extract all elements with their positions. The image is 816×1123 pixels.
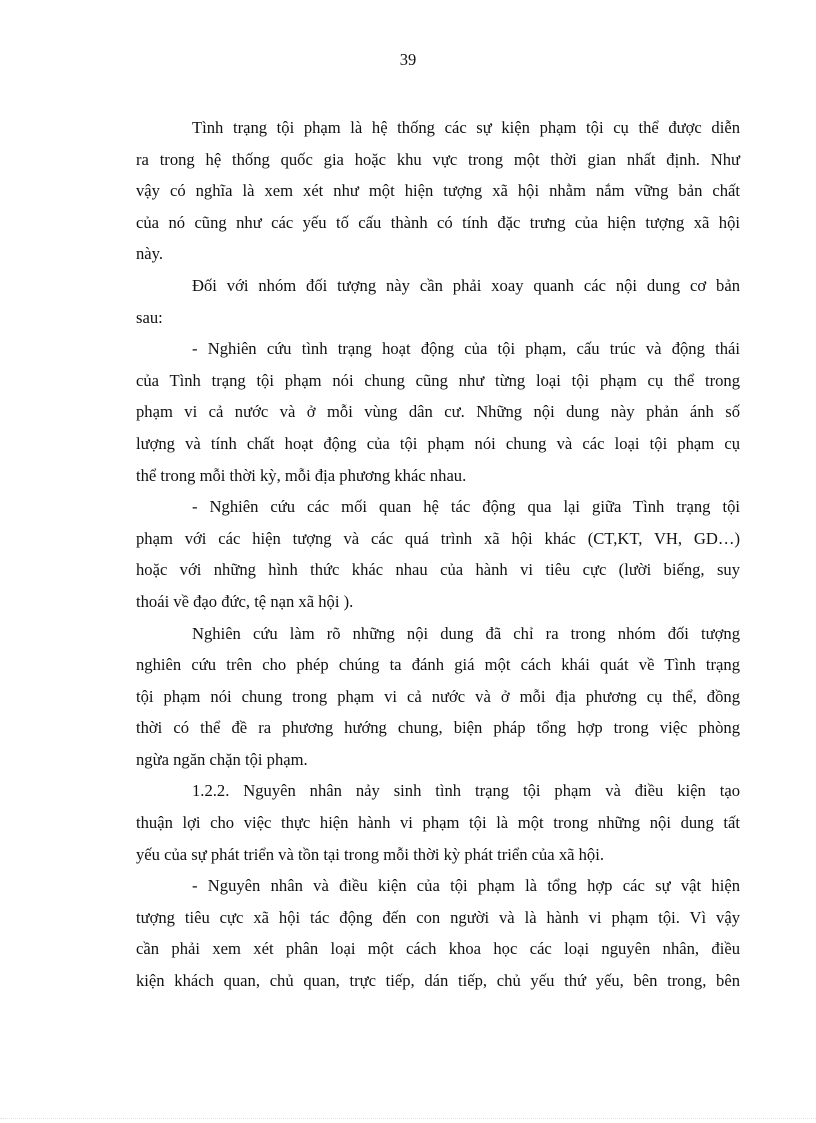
text-line: lượng và tính chất hoạt động của tội phạm nói chung và các loại tội phạm cụ [136,433,740,453]
paragraph-6 [136,775,740,870]
text-line: hoặc với những hình thức khác nhau của hành vi tiêu cực (lười biếng, suy [136,560,740,580]
text-line: Đối với nhóm đối tượng này cần phải xoay quanh các nội dung cơ bản [192,275,740,295]
text-line: tội phạm nói chung trong phạm vi cả nước và ở mỗi địa phương cụ thể, đồng [136,686,740,706]
text-line: ngừa ngăn chặn tội phạm. [136,749,308,769]
page-bottom-rule [0,1118,816,1119]
text-line: yếu của sự phát triển và tồn tại trong mỗi thời kỳ phát triển của xã hội. [136,844,604,864]
text-line: thuận lợi cho việc thực hiện hành vi phạm tội là một trong những nội dung tất [136,813,740,833]
text-line: thể trong mỗi thời kỳ, mỗi địa phương khác nhau. [136,465,467,485]
text-line: thời có thể đề ra phương hướng chung, biện pháp tổng hợp trong việc phòng [136,718,740,738]
text-line: - Nghiên cứu tình trạng hoạt động của tội phạm, cấu trúc và động thái [192,339,740,359]
text-line: của Tình trạng tội phạm nói chung cũng như từng loại tội phạm cụ thể trong [136,370,740,390]
text-line: kiện khách quan, chủ quan, trực tiếp, dán tiếp, chủ yếu thứ yếu, bên trong, bên [136,971,740,991]
text-line: 1.2.2. Nguyên nhân nảy sinh tình trạng tội phạm và điều kiện tạo [192,781,740,801]
paragraph-5 [136,618,740,776]
text-line: nghiên cứu trên cho phép chúng ta đánh giá một cách khái quát về Tình trạng [136,655,740,675]
text-line: cần phải xem xét phân loại một cách khoa học các loại nguyên nhân, điều [136,939,740,959]
text-line: ra trong hệ thống quốc gia hoặc khu vực trong một thời gian nhất định. Như [136,149,740,169]
paragraph-1 [136,112,740,270]
paragraph-4 [136,491,740,617]
text-line: tượng tiêu cực xã hội tác động đến con người và là hành vi phạm tội. Vì vậy [136,907,740,927]
text-line: phạm vi cả nước và ở mỗi vùng dân cư. Những nội dung này phản ánh số [136,402,740,422]
text-line: này. [136,244,164,264]
text-line: của nó cũng như các yếu tố cấu thành có tính đặc trưng của hiện tượng xã hội [136,212,740,232]
text-line: vậy có nghĩa là xem xét như một hiện tượng xã hội nhằm nắm vững bản chất [136,181,740,201]
text-line: Tình trạng tội phạm là hệ thống các sự kiện phạm tội cụ thể được diễn [192,118,740,137]
text-line: Nghiên cứu làm rõ những nội dung đã chỉ ra trong nhóm đối tượng [192,623,740,643]
text-line: phạm với các hiện tượng và các quá trình xã hội khác (CT,KT, VH, GD…) [136,528,740,548]
text-line: sau: [136,307,163,327]
text-line: - Nguyên nhân và điều kiện của tội phạm là tổng hợp các sự vật hiện [192,876,740,896]
paragraph-7 [136,870,740,996]
text-line: thoái về đạo đức, tệ nạn xã hội ). [136,591,354,611]
body-text [136,112,740,997]
paragraph-3 [136,333,740,491]
paragraph-2 [136,270,740,333]
text-line: - Nghiên cứu các mối quan hệ tác động qua lại giữa Tình trạng tội [192,497,740,517]
page-number: 39 [399,50,417,69]
